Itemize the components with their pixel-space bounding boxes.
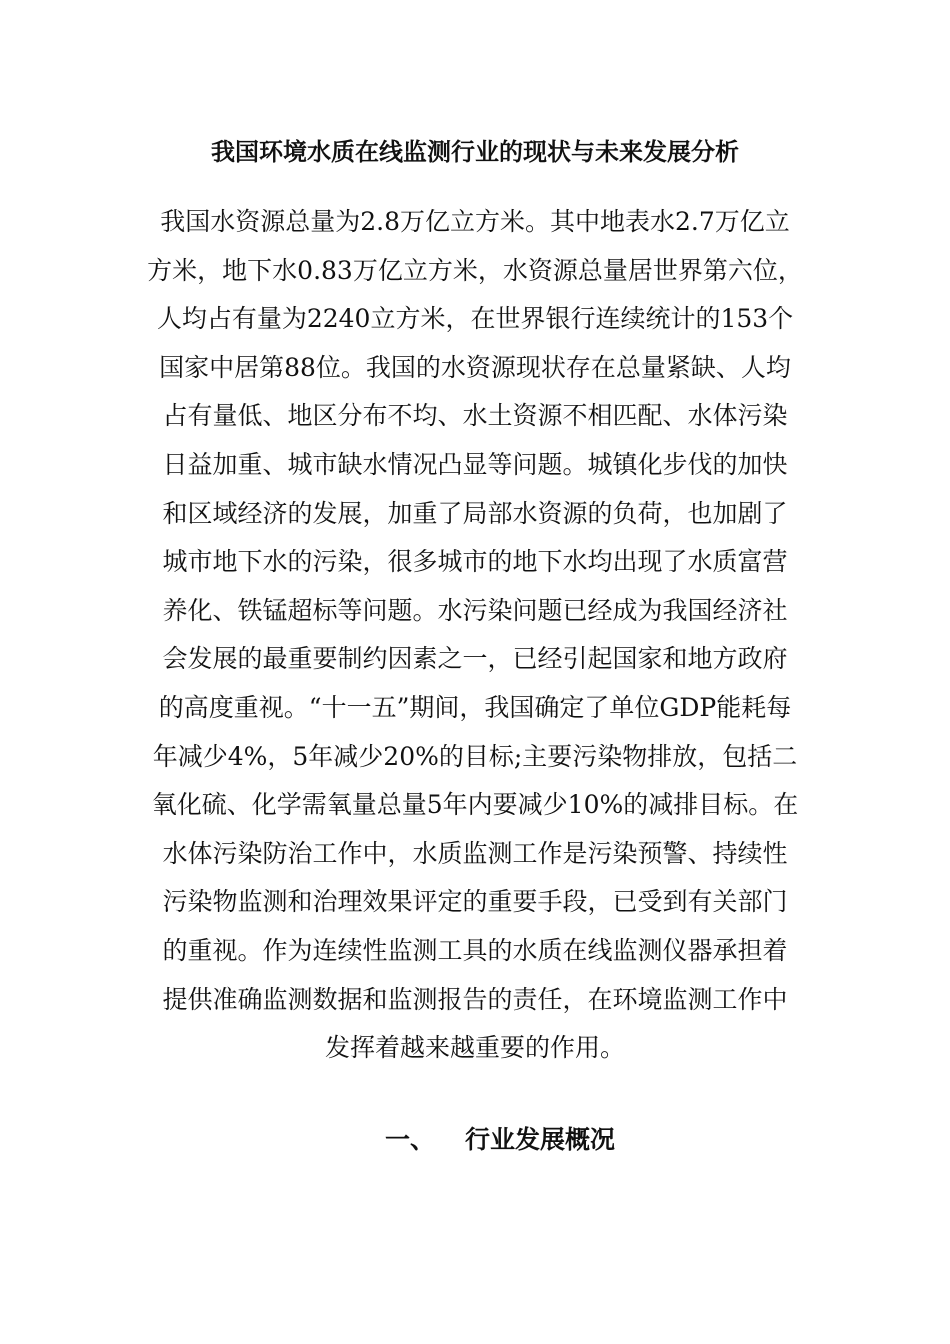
section-number: 一、 (384, 1125, 435, 1154)
section-title: 行业发展概况 (465, 1125, 616, 1154)
paragraph-line: 人均占有量为2240立方米，在世界银行连续统计的153个 (156, 304, 794, 334)
paragraph-line: 水体污染防治工作中，水质监测工作是污染预警、持续性 (162, 838, 788, 868)
paragraph-line: 养化、铁锰超标等问题。水污染问题已经成为我国经济社 (162, 595, 788, 625)
paragraph-line: 我国水资源总量为2.8万亿立方米。其中地表水2.7万亿立 (160, 207, 790, 236)
paragraph-line: 提供准确监测数据和监测报告的责任，在环境监测工作中 (162, 984, 788, 1014)
document-title: 我国环境水质在线监测行业的现状与未来发展分析 (211, 137, 739, 166)
section-heading (0, 1118, 950, 1162)
paragraph-line: 污染物监测和治理效果评定的重要手段，已受到有关部门 (162, 887, 788, 917)
paragraph-line: 发挥着越来越重要的作用。 (324, 1033, 625, 1063)
paragraph-line: 日益加重、城市缺水情况凸显等问题。城镇化步伐的加快 (162, 449, 788, 479)
paragraph-line: 占有量低、地区分布不均、水土资源不相匹配、水体污染 (162, 401, 788, 431)
paragraph-line: 年减少4%，5年减少20%的目标;主要污染物排放，包括二 (152, 741, 798, 771)
paragraph-line: 氧化硫、化学需氧量总量5年内要减少10%的减排目标。在 (151, 790, 799, 820)
body-paragraph (140, 198, 810, 1073)
paragraph-line: 城市地下水的污染，很多城市的地下水均出现了水质富营 (162, 547, 788, 577)
paragraph-line: 方米，地下水0.83万亿立方米，水资源总量居世界第六位， (147, 255, 803, 285)
paragraph-line: 国家中居第88位。我国的水资源现状存在总量紧缺、人均 (159, 352, 791, 382)
paragraph-line: 的重视。作为连续性监测工具的水质在线监测仪器承担着 (162, 935, 788, 965)
paragraph-line: 的高度重视。“十一五”期间，我国确定了单位GDP能耗每 (158, 692, 792, 722)
paragraph-line: 会发展的最重要制约因素之一，已经引起国家和地方政府 (162, 644, 788, 674)
paragraph-line: 和区域经济的发展，加重了局部水资源的负荷，也加剧了 (162, 498, 788, 528)
